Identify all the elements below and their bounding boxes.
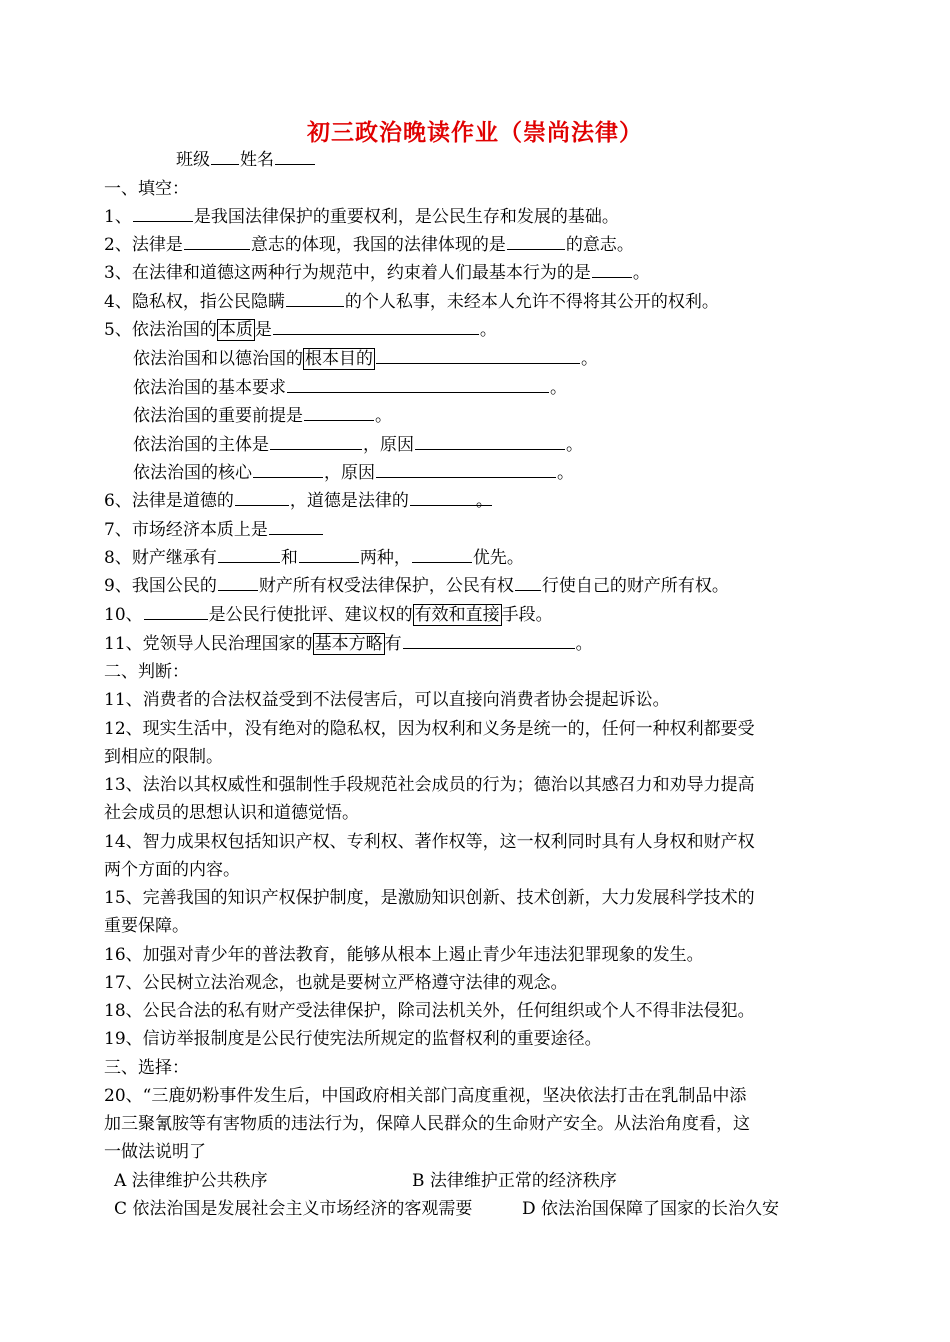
judgment-line: 18、公民合法的私有财产受法律保护，除司法机关外，任何组织或个人不得非法侵犯。 <box>104 1001 755 1021</box>
question-7: 7、市场经济本质上是 <box>104 516 324 544</box>
judgment-line: 12、现实生活中，没有绝对的隐私权，因为权利和义务是统一的，任何一种权利都要受 <box>104 719 755 739</box>
name-blank[interactable] <box>275 146 315 165</box>
option-b[interactable]: B 法律维护正常的经济秩序 <box>412 1171 617 1191</box>
judgment-line: 重要保障。 <box>104 916 189 936</box>
answer-blank[interactable] <box>218 572 258 591</box>
answer-blank[interactable] <box>270 431 362 450</box>
answer-blank[interactable] <box>253 459 323 478</box>
question-5b: 依法治国和以德治国的 根本目的 。 <box>133 345 598 373</box>
judgment-line: 19、信访举报制度是公民行使宪法所规定的监督权利的重要途径。 <box>104 1029 602 1049</box>
question-5c: 依法治国的基本要求 。 <box>133 374 567 402</box>
answer-blank[interactable] <box>273 316 479 335</box>
answer-blank[interactable] <box>403 630 575 649</box>
section-heading: 二、判断： <box>104 662 189 682</box>
boxed-keyword: 本质 <box>218 320 253 340</box>
boxed-keyword: 基本方略 <box>314 634 383 654</box>
question-20-line: 20、“三鹿奶粉事件发生后，中国政府相关部门高度重视，坚决依法打击在乳制品中添 <box>104 1086 747 1106</box>
answer-blank[interactable] <box>184 231 250 250</box>
answer-blank[interactable] <box>415 431 565 450</box>
answer-blank[interactable] <box>304 402 374 421</box>
answer-blank[interactable] <box>235 487 289 506</box>
boxed-keyword: 有效和直接 <box>414 605 500 625</box>
section-heading: 三、选择： <box>104 1058 189 1078</box>
answer-blank[interactable] <box>376 345 580 364</box>
answer-blank[interactable]: 。 <box>410 487 492 506</box>
judgment-line: 16、加强对青少年的普法教育，能够从根本上遏止青少年违法犯罪现象的发生。 <box>104 945 704 965</box>
class-blank[interactable] <box>211 146 239 165</box>
answer-blank[interactable] <box>133 203 193 222</box>
answer-blank[interactable] <box>287 374 549 393</box>
option-d[interactable]: D 依法治国保障了国家的长治久安 <box>522 1199 780 1219</box>
judgment-line: 13、法治以其权威性和强制性手段规范社会成员的行为；德治以其感召力和劝导力提高 <box>104 775 755 795</box>
judgment-line: 11、消费者的合法权益受到不法侵害后，可以直接向消费者协会提起诉讼。 <box>104 690 670 710</box>
answer-blank[interactable] <box>515 572 541 591</box>
name-label: 姓名 <box>240 150 274 170</box>
question-20-line: 加三聚氰胺等有害物质的违法行为，保障人民群众的生命财产安全。从法治角度看，这 <box>104 1114 750 1134</box>
judgment-line: 社会成员的思想认识和道德觉悟。 <box>104 803 359 823</box>
judgment-line: 14、智力成果权包括知识产权、专利权、著作权等，这一权利同时具有人身权和财产权 <box>104 832 755 852</box>
answer-blank[interactable] <box>507 231 565 250</box>
question-9: 9、我国公民的 财产所有权受法律保护，公民有权 行使自己的财产所有权。 <box>104 572 729 600</box>
judgment-line: 17、公民树立法治观念，也就是要树立严格遵守法律的观念。 <box>104 973 568 993</box>
answer-blank[interactable] <box>412 544 472 563</box>
boxed-keyword: 根本目的 <box>305 349 373 369</box>
question-8: 8、财产继承有 和 两种， 优先。 <box>104 544 524 572</box>
class-label: 班级 <box>176 150 210 170</box>
question-3: 3、在法律和道德这两种行为规范中，约束着人们最基本行为的是 。 <box>104 259 650 287</box>
answer-blank[interactable] <box>218 544 280 563</box>
option-a[interactable]: A 法律维护公共秩序 <box>114 1171 268 1191</box>
question-2: 2、法律是 意志的体现，我国的法律体现的是 的意志。 <box>104 231 634 259</box>
question-20-line: 一做法说明了 <box>104 1142 206 1162</box>
question-10: 10、 是公民行使批评、建议权的 有效和直接 手段。 <box>104 601 553 629</box>
question-5d: 依法治国的重要前提是 。 <box>133 402 392 430</box>
answer-blank[interactable] <box>299 544 359 563</box>
answer-blank[interactable] <box>286 288 344 307</box>
page-title: 初三政治晚读作业（崇尚法律） <box>307 119 643 146</box>
question-1: 1、 是我国法律保护的重要权利，是公民生存和发展的基础。 <box>104 203 619 231</box>
section-heading: 一、填空： <box>104 179 189 199</box>
judgment-line: 两个方面的内容。 <box>104 860 240 880</box>
judgment-line: 15、完善我国的知识产权保护制度，是激励知识创新、技术创新，大力发展科学技术的 <box>104 888 755 908</box>
question-5e: 依法治国的主体是 ，原因 。 <box>133 431 583 459</box>
question-5f: 依法治国的核心 ，原因 。 <box>133 459 574 487</box>
judgment-line: 到相应的限制。 <box>104 747 223 767</box>
answer-blank[interactable] <box>592 259 632 278</box>
question-6: 6、法律是道德的 ，道德是法律的 。 <box>104 487 493 515</box>
question-4: 4、隐私权，指公民隐瞒 的个人私事，未经本人允许不得将其公开的权利。 <box>104 288 719 316</box>
answer-blank[interactable] <box>269 516 323 535</box>
option-c[interactable]: C 依法治国是发展社会主义市场经济的客观需要 <box>114 1199 473 1219</box>
question-11: 11、党领导人民治理国家的 基本方略 有 。 <box>104 630 593 658</box>
header-line <box>176 146 316 174</box>
answer-blank[interactable] <box>144 601 208 620</box>
answer-blank[interactable] <box>376 459 556 478</box>
question-5: 5、依法治国的 本质 是 。 <box>104 316 497 344</box>
